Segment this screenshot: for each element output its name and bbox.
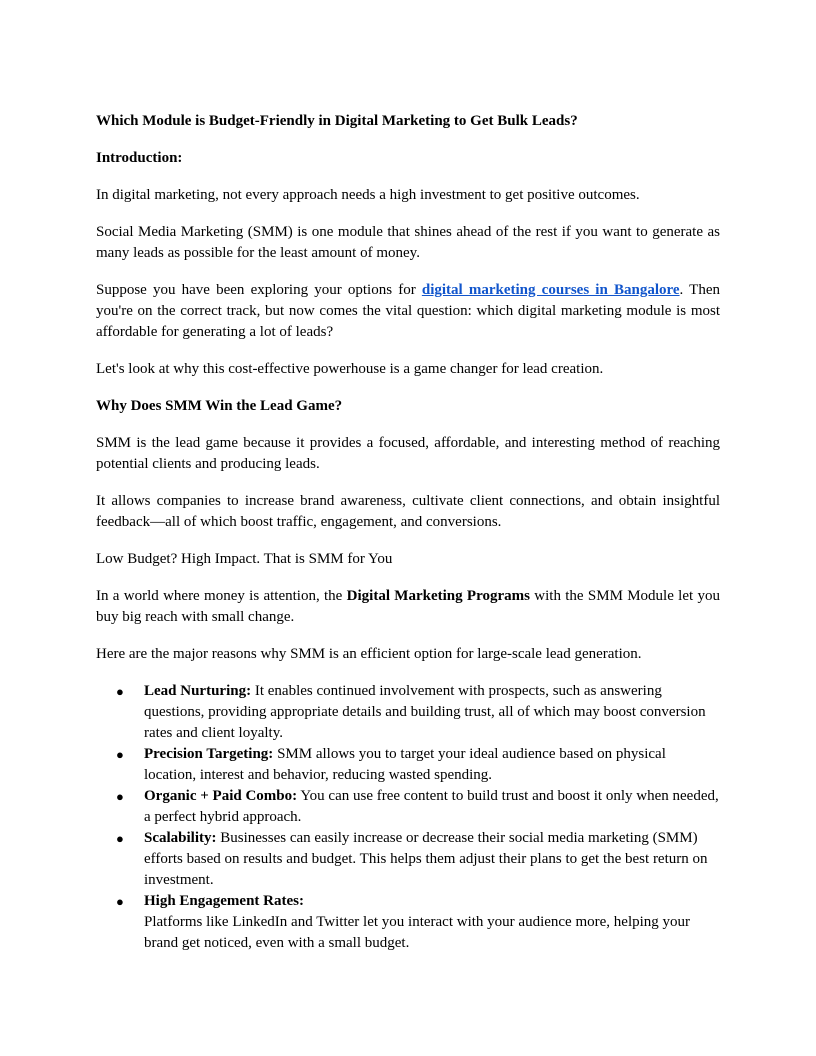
list-item bbox=[96, 744, 720, 786]
intro-heading: Introduction: bbox=[96, 150, 183, 166]
paragraph-2: Social Media Marketing (SMM) is one module that shines ahead of the rest if you want to generate as many leads as possible for the least amount of money. bbox=[96, 224, 720, 261]
list-item-text: SMM allows you to target your ideal audience based on physical location, interest and behavior, reducing wasted spending. bbox=[144, 746, 666, 783]
paragraph-1: In digital marketing, not every approach needs a high investment to get positive outcomes. bbox=[96, 187, 640, 203]
document-page bbox=[96, 111, 720, 954]
reasons-list bbox=[96, 681, 720, 954]
list-item-text: You can use free content to build trust and boost it only when needed, a perfect hybrid approach. bbox=[144, 788, 719, 825]
document-title: Which Module is Budget-Friendly in Digital Marketing to Get Bulk Leads? bbox=[96, 113, 578, 129]
paragraph-3 bbox=[96, 280, 720, 343]
paragraph-7: Low Budget? High Impact. That is SMM for You bbox=[96, 551, 393, 567]
programs-bold-text: Digital Marketing Programs bbox=[346, 588, 530, 604]
list-item-label: High Engagement Rates: bbox=[144, 893, 304, 909]
paragraph-6: It allows companies to increase brand awareness, cultivate client connections, and obtain insightful feedback—all of which boost traffic, engagement, and conversions. bbox=[96, 493, 720, 530]
bullet-icon: ● bbox=[116, 894, 124, 909]
list-item-label: Scalability: bbox=[144, 830, 217, 846]
list-item-label: Organic + Paid Combo: bbox=[144, 788, 298, 804]
bullet-icon: ● bbox=[116, 789, 124, 804]
paragraph-5: SMM is the lead game because it provides a focused, affordable, and interesting method of reaching potential clients and producing leads. bbox=[96, 435, 720, 472]
paragraph-8 bbox=[96, 586, 720, 628]
paragraph-8-text-after: with the SMM Module let you buy big reach with small change. bbox=[96, 588, 720, 625]
paragraph-8-text-before: In a world where money is attention, the bbox=[96, 588, 347, 604]
list-item bbox=[96, 891, 720, 954]
bullet-icon: ● bbox=[116, 684, 124, 699]
list-item-text: Businesses can easily increase or decrease their social media marketing (SMM) efforts based on results and budget. This helps them adjust their plans to get the best return on investment. bbox=[144, 830, 708, 888]
list-item-label: Precision Targeting: bbox=[144, 746, 274, 762]
paragraph-3-text-before: Suppose you have been exploring your options for bbox=[96, 282, 422, 298]
paragraph-9: Here are the major reasons why SMM is an efficient option for large-scale lead generation. bbox=[96, 646, 642, 662]
list-item bbox=[96, 828, 720, 891]
list-item-text: It enables continued involvement with prospects, such as answering questions, providing appropriate details and building trust, all of which may boost conversion rates and client loyalty. bbox=[144, 683, 706, 741]
list-item bbox=[96, 681, 720, 744]
bullet-icon: ● bbox=[116, 747, 124, 762]
paragraph-3-text-after: . Then you're on the correct track, but now comes the vital question: which digital marketing module is most affordable for generating a lot of leads? bbox=[96, 282, 721, 340]
list-item bbox=[96, 786, 720, 828]
section-heading-smm: Why Does SMM Win the Lead Game? bbox=[96, 398, 343, 414]
list-item-text: Platforms like LinkedIn and Twitter let you interact with your audience more, helping your brand get noticed, even with a small budget. bbox=[144, 914, 691, 951]
list-item-label: Lead Nurturing: bbox=[144, 683, 252, 699]
paragraph-4: Let's look at why this cost-effective powerhouse is a game changer for lead creation. bbox=[96, 361, 604, 377]
bullet-icon: ● bbox=[116, 831, 124, 846]
bangalore-courses-link[interactable]: digital marketing courses in Bangalore bbox=[421, 282, 680, 298]
